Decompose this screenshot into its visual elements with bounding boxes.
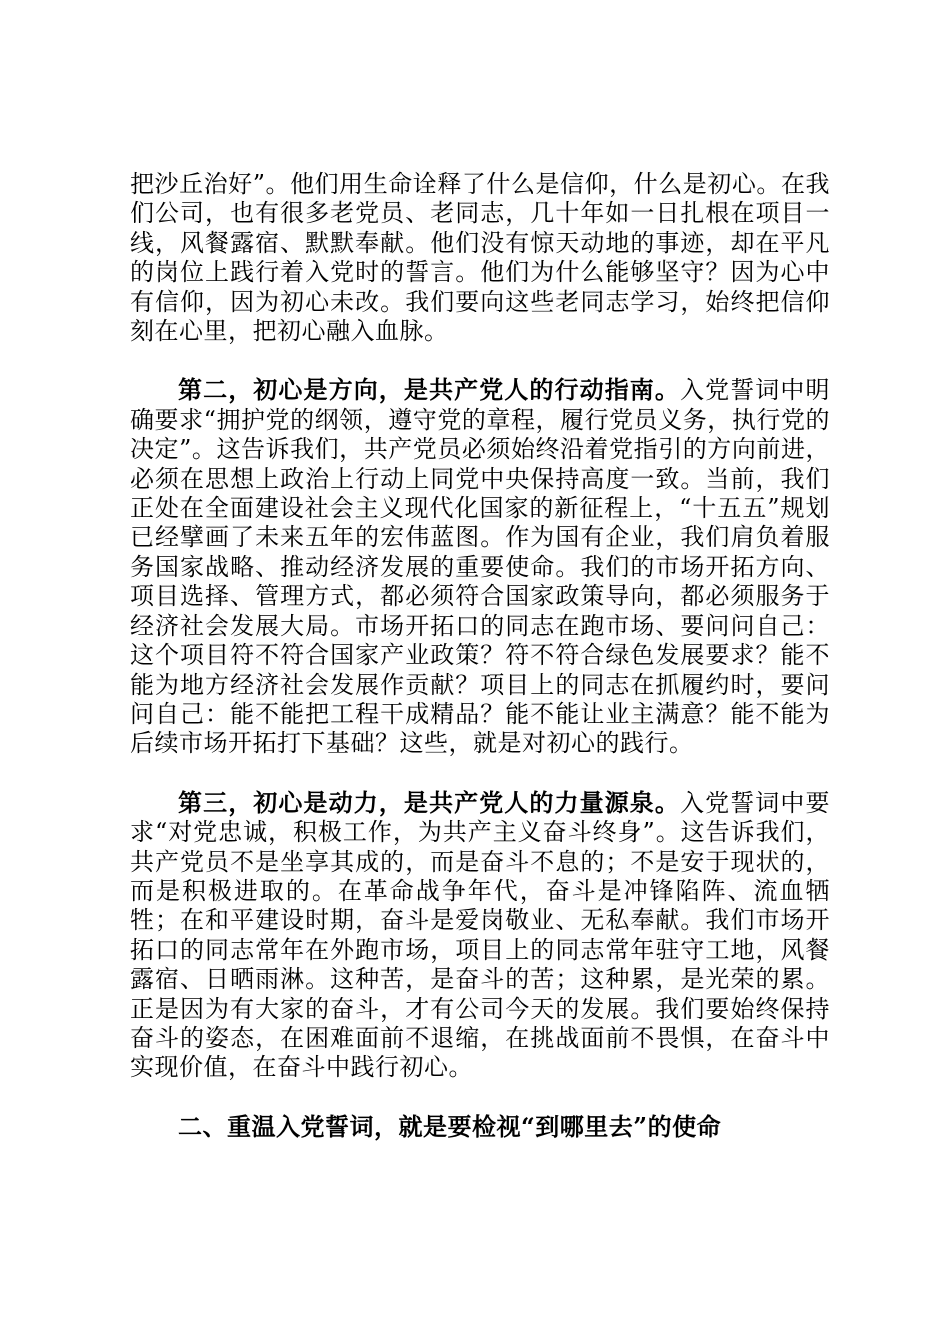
section-heading: 二、重温入党誓词，就是要检视“到哪里去”的使命 [178, 1111, 722, 1141]
paragraph-lead: 第二，初心是方向，是共产党人的行动指南。 [178, 375, 680, 405]
paragraph-text: 把沙丘治好”。他们用生命诠释了什么是信仰，什么是初心。在我们公司，也有很多老党员、老同志，几十年如一日扎根在项目一线，风餐露宿、默默奉献。他们没有惊天动地的事迹，却在平凡的岗位上践行着入党时的誓言。他们为什么能够坚守？因为心中有信仰，因为初心未改。我们要向这些老同志学习，始终把信仰刻在心里，把初心融入血脉。 [130, 170, 830, 346]
paragraph-lead: 第三，初心是动力，是共产党人的力量源泉。 [178, 787, 680, 817]
paragraph-continuation [130, 170, 830, 346]
paragraph-text: 入党誓词中要求“对党忠诚，积极工作，为共产主义奋斗终身”。这告诉我们，共产党员不是坐享其成的，而是奋斗不息的；不是安于现状的，而是积极进取的。在革命战争年代，奋斗是冲锋陷阵、流血牺牲；在和平建设时期，奋斗是爱岗敬业、无私奉献。我们市场开拓口的同志常年在外跑市场，项目上的同志常年驻守工地，风餐露宿、日晒雨淋。这种苦，是奋斗的苦；这种累，是光荣的累。正是因为有大家的奋斗，才有公司今天的发展。我们要始终保持奋斗的姿态，在困难面前不退缩，在挑战面前不畏惧，在奋斗中实现价值，在奋斗中践行初心。 [130, 788, 830, 1082]
paragraph-second-point [130, 375, 830, 758]
paragraph-third-point [130, 788, 830, 1083]
paragraph-text: 入党誓词中明确要求“拥护党的纲领，遵守党的章程，履行党员义务，执行党的决定”。这告诉我们，共产党员必须始终沿着党指引的方向前进，必须在思想上政治上行动上同党中央保持高度一致。当前，我们正处在全面建设社会主义现代化国家的新征程上，“十五五”规划已经擘画了未来五年的宏伟蓝图。作为国有企业，我们肩负着服务国家战略、推动经济发展的重要使命。我们的市场开拓方向、项目选择、管理方式，都必须符合国家政策导向，都必须服务于经济社会发展大局。市场开拓口的同志在跑市场、要问问自己：这个项目符不符合国家产业政策？符不符合绿色发展要求？能不能为地方经济社会发展作贡献？项目上的同志在抓履约时，要问问自己：能不能把工程干成精品？能不能让业主满意？能不能为后续市场开拓打下基础？这些，就是对初心的践行。 [130, 376, 830, 758]
document-body [130, 170, 830, 1141]
